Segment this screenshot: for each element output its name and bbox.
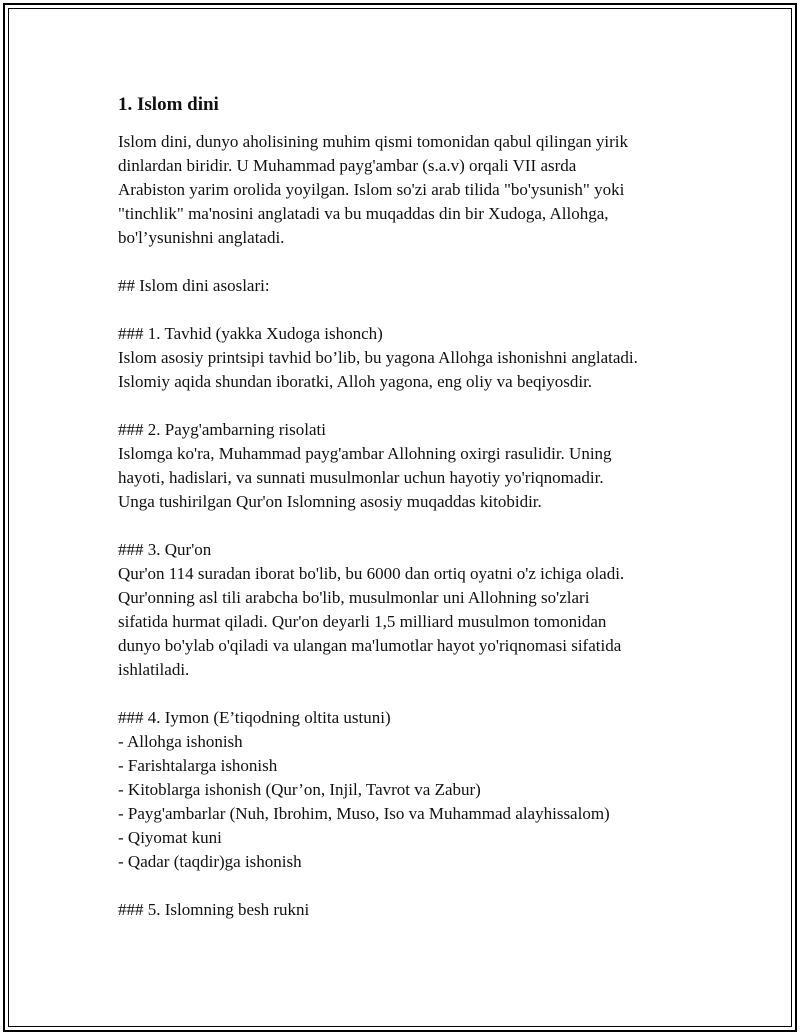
iymon-list-item: - Qadar (taqdir)ga ishonish bbox=[118, 852, 302, 871]
tavhid-line: Islomiy aqida shundan iboratki, Alloh yagona, eng oliy va beqiyosdir. bbox=[118, 372, 593, 391]
iymon-list-item: - Kitoblarga ishonish (Qur’on, Injil, Tavrot va Zabur) bbox=[118, 780, 481, 799]
blank-line bbox=[118, 874, 718, 898]
intro-line: Arabiston yarim orolida yoyilgan. Islom so'zi arab tilida "bo'ysunish" yoki bbox=[118, 180, 625, 199]
rukn-heading: ### 5. Islomning besh rukni bbox=[118, 900, 310, 919]
quran-line: dunyo bo'ylab o'qiladi va ulangan ma'lumotlar hayot yo'riqnomasi sifatida bbox=[118, 636, 622, 655]
quran-line: Qur'on 114 suradan iborat bo'lib, bu 6000 dan ortiq oyatni o'z ichiga oladi. bbox=[118, 564, 625, 583]
blank-line bbox=[118, 250, 718, 274]
tavhid-section bbox=[118, 322, 718, 394]
intro-line: "tinchlik" ma'nosini anglatadi va bu muqaddas din bir Xudoga, Allohga, bbox=[118, 204, 609, 223]
blank-line bbox=[118, 514, 718, 538]
quran-line: Qur'onning asl tili arabcha bo'lib, musulmonlar uni Allohning so'zlari bbox=[118, 588, 590, 607]
tavhid-line: Islom asosiy printsipi tavhid bo’lib, bu yagona Allohga ishonishni anglatadi. bbox=[118, 348, 638, 367]
quran-line: sifatida hurmat qiladi. Qur'on deyarli 1,5 milliard musulmon tomonidan bbox=[118, 612, 607, 631]
document-body bbox=[118, 92, 718, 922]
intro-line: bo'l’ysunishni anglatadi. bbox=[118, 228, 285, 247]
blank-line bbox=[118, 394, 718, 418]
iymon-list-item: - Allohga ishonish bbox=[118, 732, 243, 751]
risolat-heading: ### 2. Payg'ambarning risolati bbox=[118, 420, 326, 439]
iymon-list-item: - Payg'ambarlar (Nuh, Ibrohim, Muso, Iso va Muhammad alayhissalom) bbox=[118, 804, 610, 823]
quran-section bbox=[118, 538, 718, 682]
risolat-line: Islomga ko'ra, Muhammad payg'ambar Allohning oxirgi rasulidir. Uning bbox=[118, 444, 612, 463]
risolat-section bbox=[118, 418, 718, 514]
iymon-list-item: - Farishtalarga ishonish bbox=[118, 756, 278, 775]
quran-heading: ### 3. Qur'on bbox=[118, 540, 212, 559]
iymon-list-item: - Qiyomat kuni bbox=[118, 828, 222, 847]
blank-line bbox=[118, 298, 718, 322]
quran-line: ishlatiladi. bbox=[118, 660, 190, 679]
intro-line: Islom dini, dunyo aholisining muhim qismi tomonidan qabul qilingan yirik bbox=[118, 132, 628, 151]
section-heading bbox=[118, 274, 718, 298]
iymon-section bbox=[118, 706, 718, 874]
tavhid-heading: ### 1. Tavhid (yakka Xudoga ishonch) bbox=[118, 324, 383, 343]
intro-paragraph bbox=[118, 130, 718, 250]
section-heading-text: ## Islom dini asoslari: bbox=[118, 276, 270, 295]
blank-line bbox=[118, 682, 718, 706]
rukn-section bbox=[118, 898, 718, 922]
iymon-heading: ### 4. Iymon (E’tiqodning oltita ustuni) bbox=[118, 708, 391, 727]
risolat-line: hayoti, hadislari, va sunnati musulmonlar uchun hayotiy yo'riqnomadir. bbox=[118, 468, 604, 487]
intro-line: dinlardan biridir. U Muhammad payg'ambar (s.a.v) orqali VII asrda bbox=[118, 156, 577, 175]
risolat-line: Unga tushirilgan Qur'on Islomning asosiy muqaddas kitobidir. bbox=[118, 492, 542, 511]
document-title: 1. Islom dini bbox=[118, 94, 219, 115]
